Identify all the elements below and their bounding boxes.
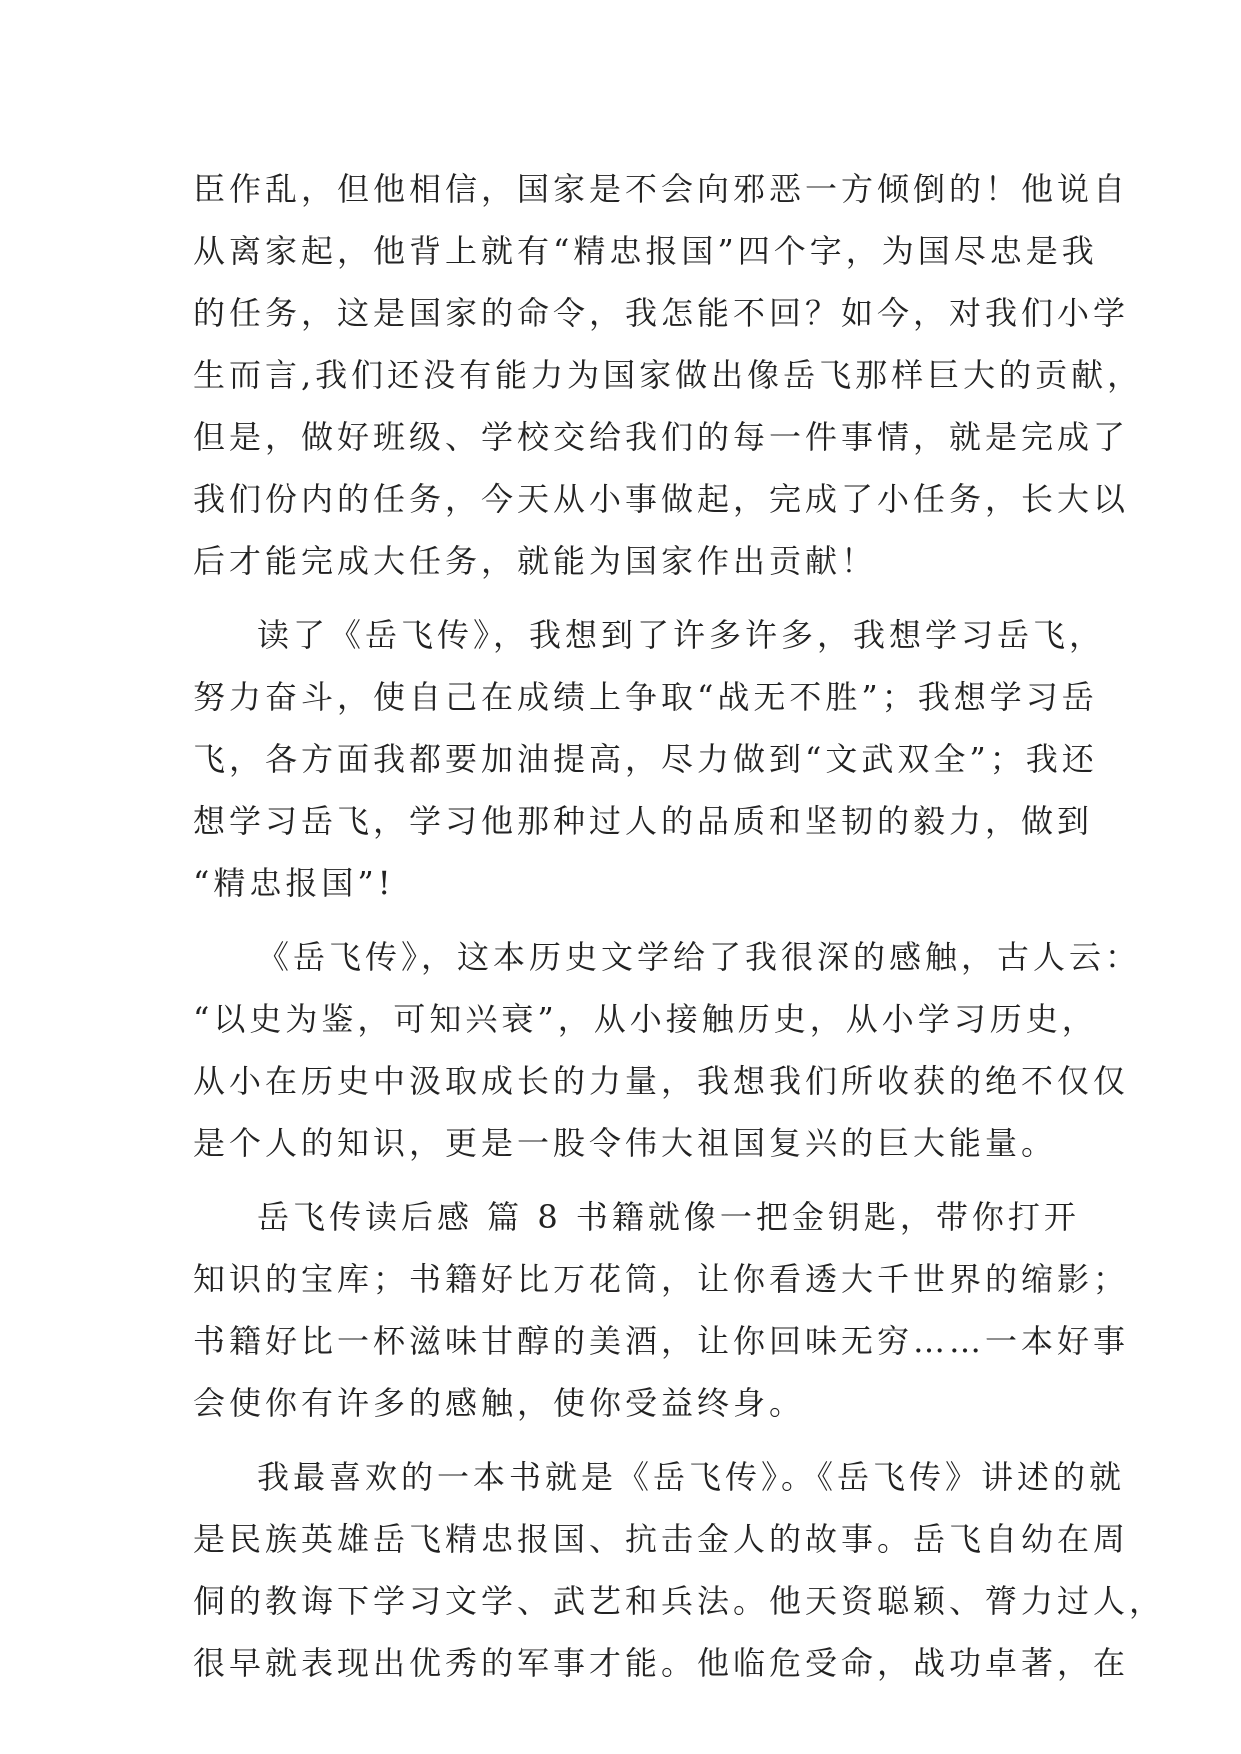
text-line: 但是，做好班级、学校交给我们的每一件事情，就是完成了	[193, 418, 1130, 456]
text-line: 会使你有许多的感触，使你受益终身。	[193, 1384, 806, 1422]
paragraph-start-line: 读了《岳飞传》，我想到了许多许多，我想学习岳飞，	[257, 616, 1106, 654]
text-line: 后才能完成大任务，就能为国家作出贡献！	[193, 542, 878, 580]
text-line: 从离家起，他背上就有“精忠报国”四个字，为国尽忠是我	[193, 232, 1098, 270]
text-line: “以史为鉴，可知兴衰”，从小接触历史，从小学习历史，	[193, 1000, 1098, 1038]
section-heading-line: 岳飞传读后感 篇 8 书籍就像一把金钥匙，带你打开	[257, 1198, 1080, 1236]
text-line: 侗的教诲下学习文学、武艺和兵法。他天资聪颖、膂力过人，	[193, 1582, 1166, 1620]
text-line: 知识的宝库；书籍好比万花筒，让你看透大千世界的缩影；	[193, 1260, 1130, 1298]
text-line: 书籍好比一杯滋味甘醇的美酒，让你回味无穷……一本好事	[193, 1322, 1130, 1360]
text-line: 的任务，这是国家的命令，我怎能不回？如今，对我们小学	[193, 294, 1130, 332]
text-line: 我们份内的任务，今天从小事做起，完成了小任务，长大以	[193, 480, 1130, 518]
text-line: 是个人的知识，更是一股令伟大祖国复兴的巨大能量。	[193, 1124, 1058, 1162]
paragraph-start-line: 《岳飞传》，这本历史文学给了我很深的感触，古人云：	[257, 938, 1142, 976]
text-line: 飞，各方面我都要加油提高，尽力做到“文武双全”；我还	[193, 740, 1098, 778]
paragraph-start-line: 我最喜欢的一本书就是《岳飞传》。《岳飞传》讲述的就	[257, 1458, 1126, 1496]
document-body	[193, 158, 1166, 1694]
text-line: 从小在历史中汲取成长的力量，我想我们所收获的绝不仅仅	[193, 1062, 1130, 1100]
text-line: 臣作乱，但他相信，国家是不会向邪恶一方倾倒的！他说自	[193, 170, 1130, 208]
text-line: 很早就表现出优秀的军事才能。他临危受命，战功卓著，在	[193, 1644, 1130, 1682]
text-line: “精忠报国”!	[193, 864, 395, 902]
text-line: 生而言,我们还没有能力为国家做出像岳飞那样巨大的贡献，	[193, 356, 1144, 394]
text-line: 想学习岳飞，学习他那种过人的品质和坚韧的毅力，做到	[193, 802, 1094, 840]
text-line: 努力奋斗，使自己在成绩上争取“战无不胜”；我想学习岳	[193, 678, 1098, 716]
text-line: 是民族英雄岳飞精忠报国、抗击金人的故事。岳飞自幼在周	[193, 1520, 1130, 1558]
